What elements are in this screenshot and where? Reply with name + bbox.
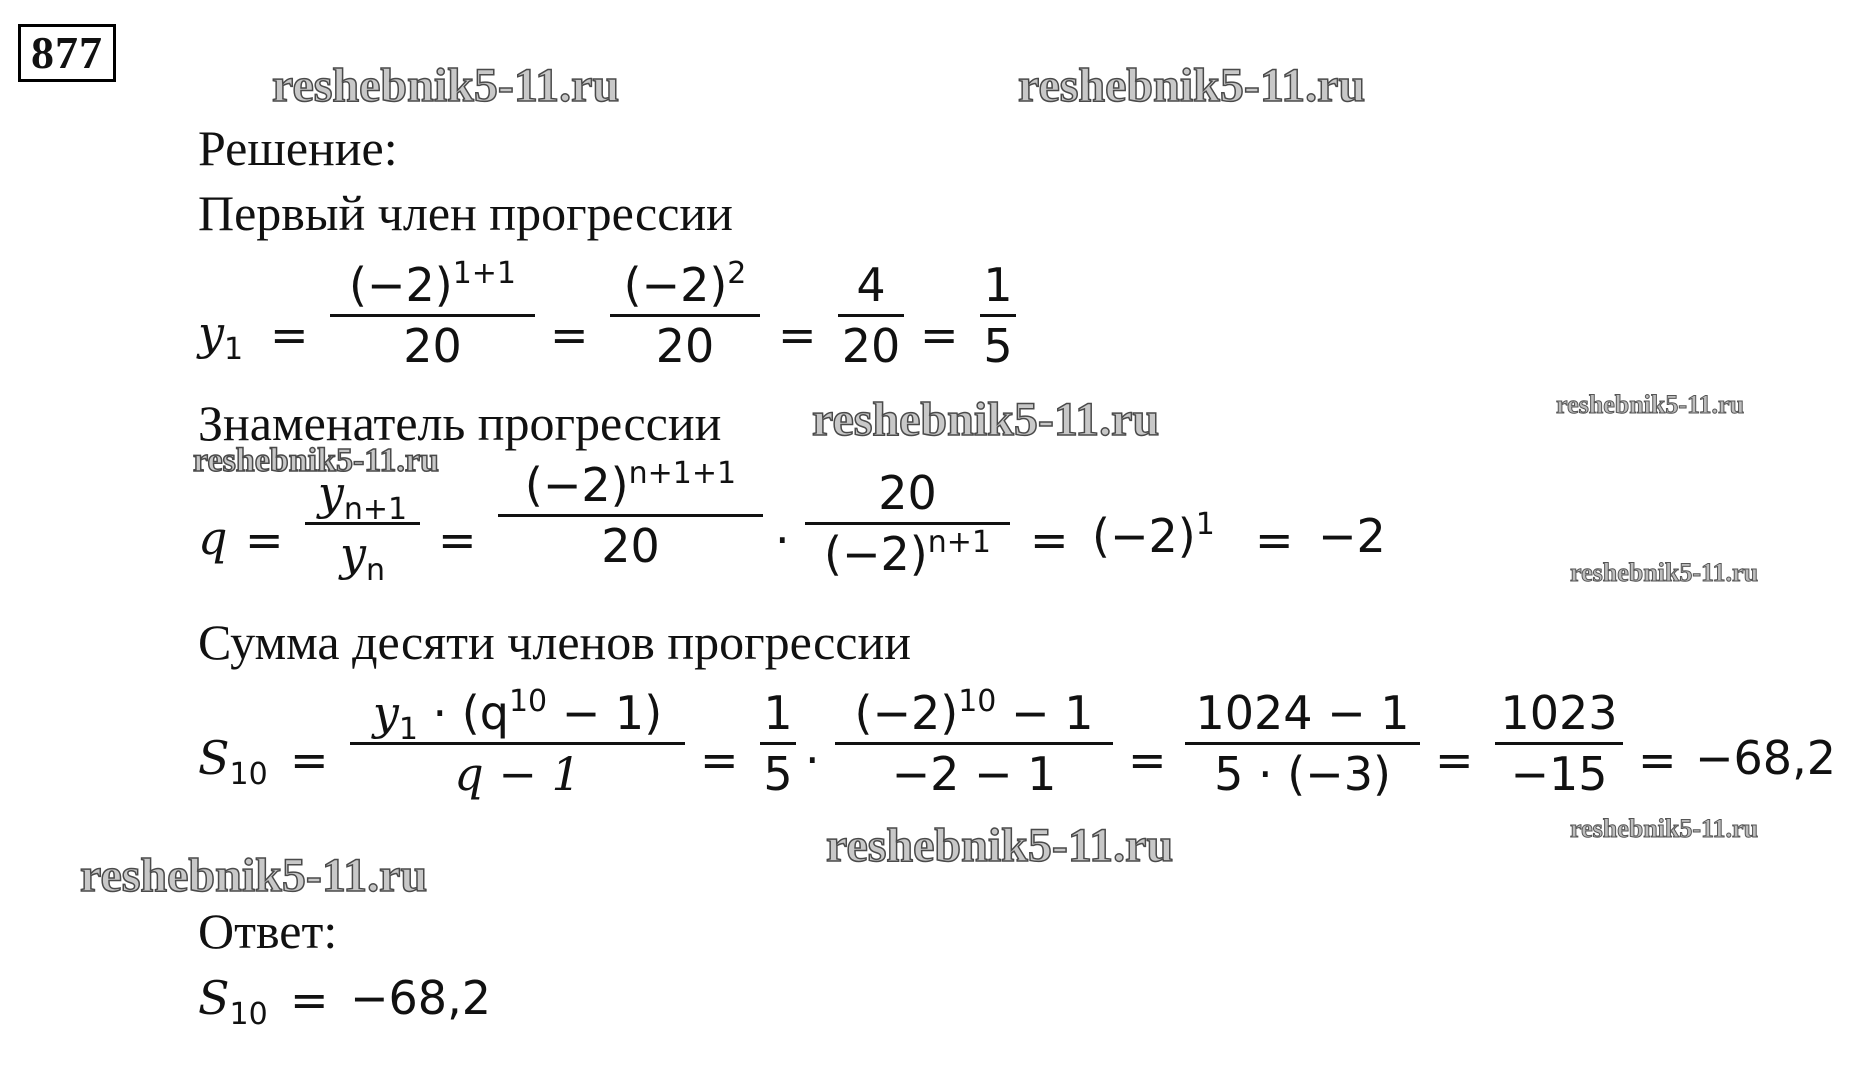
ratio-label: Знаменатель прогрессии: [198, 395, 722, 451]
equals-sign: =: [1638, 733, 1677, 787]
equals-sign: =: [1255, 513, 1294, 567]
eq3-fraction-1: $y_1 \cdot (q^{10} - 1)$ q − 1: [350, 690, 685, 797]
sum-label: Сумма десяти членов прогрессии: [198, 614, 912, 670]
watermark: reshebnik5-11.ru: [272, 59, 620, 112]
eq2-result-power: $(-2)^1$: [1092, 507, 1215, 563]
eq3-result: −68,2: [1695, 731, 1836, 785]
equals-sign: =: [245, 513, 284, 567]
eq2-result: −2: [1318, 509, 1386, 563]
eq2-fraction-1: $y_{n+1}$ $y_n$: [305, 470, 420, 577]
equals-sign: =: [1128, 733, 1167, 787]
eq3-fraction-5: 1023 −15: [1495, 690, 1623, 797]
equals-sign: =: [290, 733, 329, 787]
eq2-fraction-3: 20 $(-2)^{n+1}$: [805, 470, 1010, 577]
equals-sign: =: [700, 733, 739, 787]
equals-sign: =: [778, 308, 817, 362]
eq1-fraction-1: $(-2)^{1+1}$ 20: [330, 262, 535, 369]
eq3-fraction-2: 1 5: [760, 690, 796, 797]
watermark: reshebnik5-11.ru: [1570, 814, 1759, 843]
problem-number: 877: [18, 24, 116, 82]
watermark: reshebnik5-11.ru: [1570, 558, 1759, 587]
equals-sign: =: [1435, 733, 1474, 787]
first-term-label: Первый член прогрессии: [198, 185, 733, 241]
solution-heading: Решение:: [198, 120, 398, 176]
answer-value: −68,2: [350, 971, 491, 1025]
eq1-fraction-2: $(-2)^2$ 20: [610, 262, 760, 369]
equals-sign: =: [438, 513, 477, 567]
answer-heading: Ответ:: [198, 903, 338, 959]
watermark: reshebnik5-11.ru: [1556, 390, 1745, 419]
equals-sign: =: [920, 308, 959, 362]
eq2-fraction-2: $(-2)^{n+1+1}$ 20: [498, 462, 763, 569]
equals-sign: =: [270, 308, 309, 362]
eq1-lhs: $y_1$: [198, 306, 244, 367]
multiplication-dot: ·: [775, 513, 790, 567]
equals-sign: =: [1030, 513, 1069, 567]
equals-sign: =: [550, 308, 589, 362]
eq3-fraction-3: $(-2)^{10} - 1$ −2 − 1: [835, 690, 1113, 797]
eq2-lhs: q: [198, 511, 228, 565]
eq1-fraction-3: 4 20: [838, 262, 904, 369]
watermark: reshebnik5-11.ru: [193, 442, 439, 479]
multiplication-dot: ·: [805, 733, 820, 787]
watermark: reshebnik5-11.ru: [80, 849, 428, 902]
watermark: reshebnik5-11.ru: [826, 819, 1174, 872]
answer-lhs: $S_{10}$: [198, 971, 268, 1032]
equals-sign: =: [290, 973, 329, 1027]
eq3-fraction-4: 1024 − 1 5 · (−3): [1185, 690, 1420, 797]
watermark: reshebnik5-11.ru: [812, 393, 1160, 446]
watermark: reshebnik5-11.ru: [1018, 59, 1366, 112]
eq3-lhs: $S_{10}$: [198, 731, 268, 792]
eq1-fraction-4: 1 5: [980, 262, 1016, 369]
